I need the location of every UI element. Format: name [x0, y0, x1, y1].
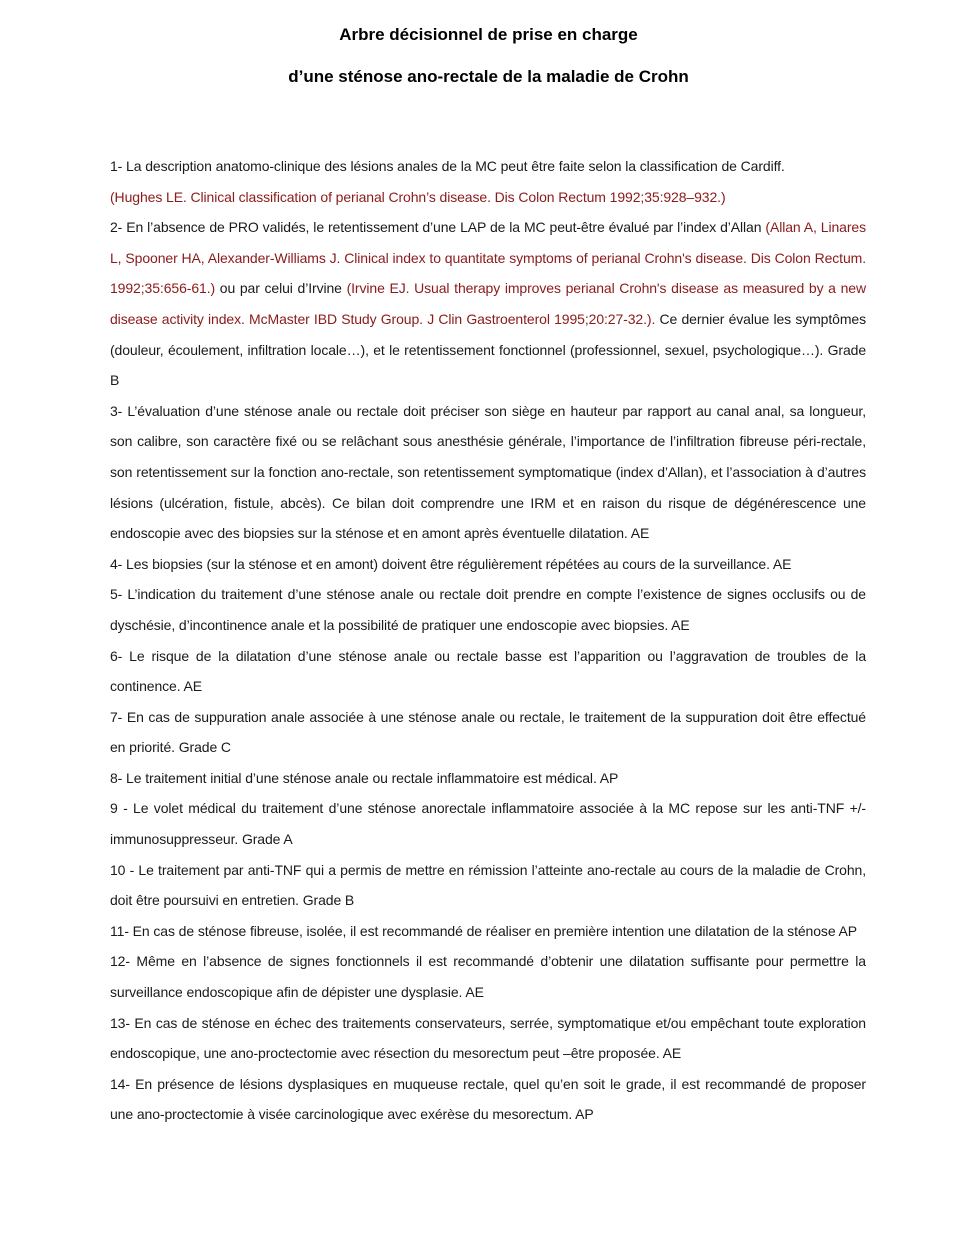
recommendation-3 [110, 396, 866, 549]
recommendation-text: 12- Même en l’absence de signes fonctionnels il est recommandé d’obtenir une dilatation suffisante pour permettre la surveillance endoscopique afin de dépister une dysplasie. AE [110, 953, 866, 1001]
recommendation-6 [110, 641, 866, 702]
recommendation-text: 6- Le risque de la dilatation d’une sténose anale ou rectale basse est l’apparition ou l’aggravation de troubles de la continence. AE [110, 647, 866, 695]
recommendation-text: 11- En cas de sténose fibreuse, isolée, il est recommandé de réaliser en première intention une dilatation de la sténose AP [110, 922, 857, 939]
recommendation-10 [110, 855, 866, 916]
recommendation-text: ou par celui d’Irvine [219, 280, 342, 297]
recommendation-4 [110, 549, 866, 580]
reference-citation: (Irvine EJ. Usual therapy improves perianal Crohn's disease as measured by a new disease activity index. McMaster IBD Study Group. J Clin Gastroenterol 1995;20:27-32.). [110, 280, 866, 327]
recommendation-text: 3- L’évaluation d’une sténose anale ou rectale doit préciser son siège en hauteur par rapport au canal anal, sa longueur, son calibre, son caractère fixé ou se relâchant sous anesthésie générale, l’importance de l’infiltration fibreuse péri-rectale, son retentissement sur la fonction ano-rectale, son retentissement symptomatique (index d’Allan), et l’association à d’autres lésions (ulcération, fistule, abcès). Ce bilan doit comprendre une IRM et en raison du risque de dégénérescence une endoscopie avec des biopsies sur la sténose et en amont après éventuelle dilatation. AE [110, 402, 866, 542]
recommendation-2 [110, 212, 866, 396]
title-line-1: Arbre décisionnel de prise en charge [339, 25, 638, 44]
recommendation-text: 9 - Le volet médical du traitement d’une sténose anorectale inflammatoire associée à la MC repose sur les anti-TNF +/- immunosuppresseur. Grade A [110, 800, 866, 848]
recommendation-13 [110, 1008, 866, 1069]
recommendation-8 [110, 763, 866, 794]
recommendation-text: 13- En cas de sténose en échec des traitements conservateurs, serrée, symptomatique et/ou empêchant toute exploration endoscopique, une ano-proctectomie avec résection du mesorectum peut –être proposée. AE [110, 1014, 866, 1062]
recommendation-9 [110, 793, 866, 854]
recommendation-5 [110, 579, 866, 640]
document-title [0, 24, 977, 88]
recommendation-text: 2- En l’absence de PRO validés, le retentissement d’une LAP de la MC peut-être évalué par l’index d’Allan [110, 219, 762, 236]
recommendation-text: 14- En présence de lésions dysplasiques en muqueuse rectale, quel qu’en soit le grade, il est recommandé de proposer une ano-proctectomie à visée carcinologique avec exérèse du mesorectum. AP [110, 1075, 866, 1123]
title-line-2: d’une sténose ano-rectale de la maladie de Crohn [288, 67, 689, 86]
recommendation-12 [110, 946, 866, 1007]
recommendation-text: 8- Le traitement initial d’une sténose anale ou rectale inflammatoire est médical. AP [110, 769, 619, 786]
recommendation-1 [110, 151, 866, 212]
recommendations-list [110, 151, 866, 1130]
reference-citation: (Hughes LE. Clinical classification of perianal Crohn’s disease. Dis Colon Rectum 1992;35:928–932.) [110, 188, 726, 205]
recommendation-text: 7- En cas de suppuration anale associée à une sténose anale ou rectale, le traitement de la suppuration doit être effectué en priorité. Grade C [110, 708, 866, 756]
recommendation-text: 10 - Le traitement par anti-TNF qui a permis de mettre en rémission l’atteinte ano-rectale au cours de la maladie de Crohn, doit être poursuivi en entretien. Grade B [110, 861, 866, 909]
recommendation-text: 1- La description anatomo-clinique des lésions anales de la MC peut être faite selon la classification de Cardiff. [110, 158, 785, 174]
recommendation-text: 5- L’indication du traitement d’une sténose anale ou rectale doit prendre en compte l’existence de signes occlusifs ou de dyschésie, d’incontinence anale et la possibilité de pratiquer une endoscopie avec biopsies. AE [110, 586, 866, 633]
recommendation-text: Ce dernier évalue les symptômes (douleur, écoulement, infiltration locale…), et le retentissement fonctionnel (professionnel, sexuel, psychologique…). Grade B [110, 310, 866, 389]
recommendation-text: 4- Les biopsies (sur la sténose et en amont) doivent être régulièrement répétées au cours de la surveillance. AE [110, 555, 792, 572]
reference-citation: (Allan A, Linares L, Spooner HA, Alexander-Williams J. Clinical index to quantitate symptoms of perianal Crohn's disease. Dis Colon Rectum. 1992;35:656-61.) [110, 219, 866, 297]
recommendation-7 [110, 702, 866, 763]
recommendation-14 [110, 1069, 866, 1130]
recommendation-11 [110, 916, 866, 947]
